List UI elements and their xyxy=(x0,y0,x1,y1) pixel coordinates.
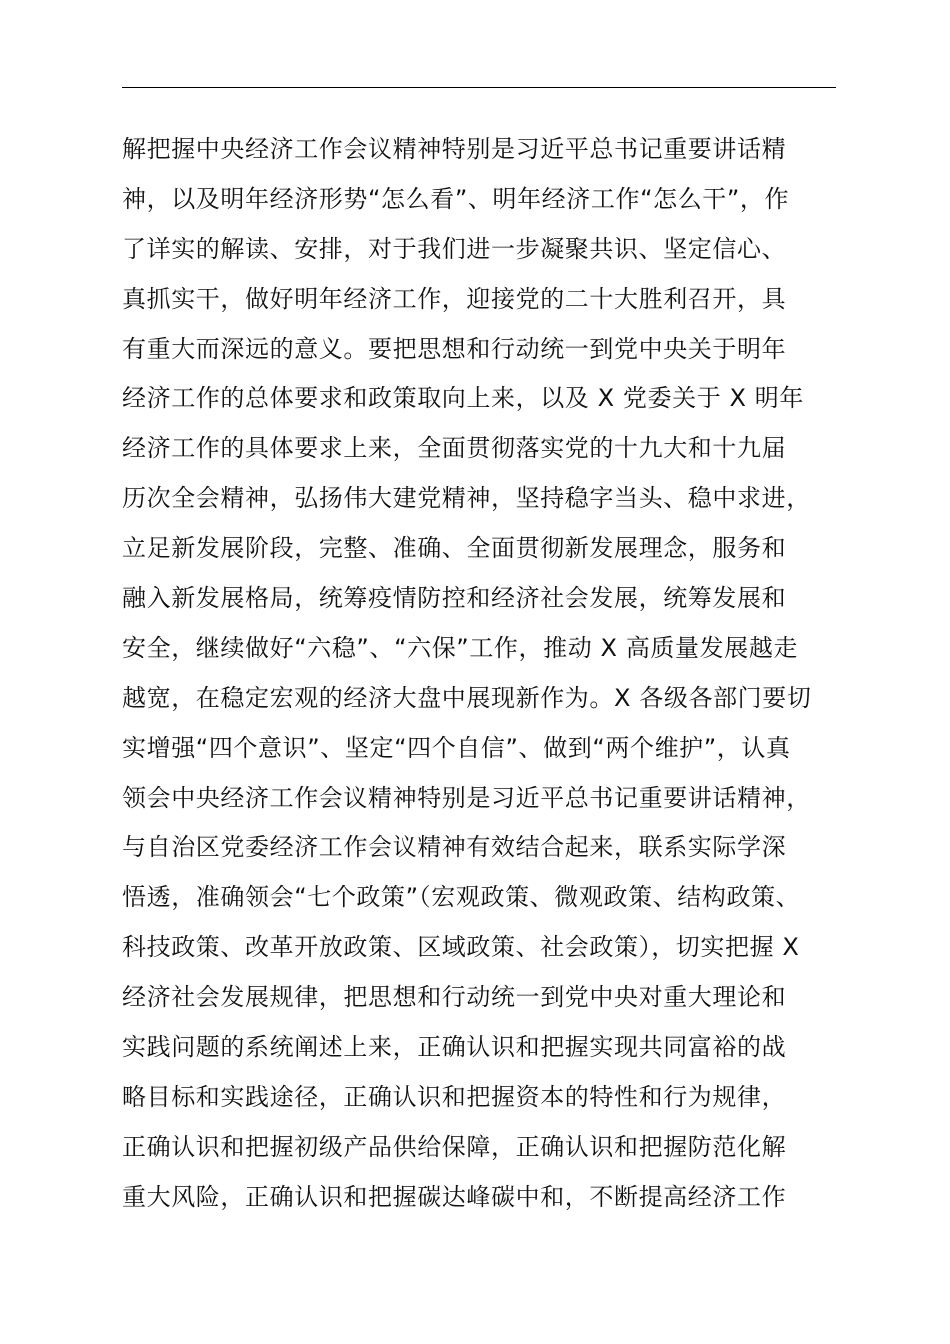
text-line: 经济工作的总体要求和政策取向上来，以及 X 党委关于 X 明年 xyxy=(122,384,804,413)
text-line: 实践问题的系统阐述上来，正确认识和把握实现共同富裕的战 xyxy=(122,1033,787,1062)
text-line: 解把握中央经济工作会议精神特别是习近平总书记重要讲话精 xyxy=(122,135,787,163)
text-line: 经济工作的具体要求上来，全面贯彻落实党的十九大和十九届 xyxy=(122,434,787,463)
text-line: 重大风险，正确认识和把握碳达峰碳中和，不断提高经济工作 xyxy=(122,1182,787,1211)
text-line: 越宽，在稳定宏观的经济大盘中展现新作为。X 各级各部门要切 xyxy=(122,683,812,712)
text-line: 了详实的解读、安排，对于我们进一步凝聚共识、坚定信心、 xyxy=(122,234,787,263)
text-line: 安全，继续做好“六稳”、“六保”工作，推动 X 高质量发展越走 xyxy=(122,633,799,662)
text-line: 与自治区党委经济工作会议精神有效结合起来，联系实际学深 xyxy=(122,833,787,862)
text-line: 有重大而深远的意义。要把思想和行动统一到党中央关于明年 xyxy=(122,334,787,363)
text-line: 真抓实干，做好明年经济工作，迎接党的二十大胜利召开，具 xyxy=(122,284,787,313)
text-line: 领会中央经济工作会议精神特别是习近平总书记重要讲话精神， xyxy=(122,783,811,812)
text-line: 略目标和实践途径，正确认识和把握资本的特性和行为规律， xyxy=(122,1082,787,1111)
text-line: 立足新发展阶段，完整、准确、全面贯彻新发展理念，服务和 xyxy=(122,534,787,563)
text-line: 科技政策、改革开放政策、区域政策、社会政策），切实把握 X xyxy=(122,933,800,962)
text-line: 悟透，准确领会“七个政策”（宏观政策、微观政策、结构政策、 xyxy=(122,883,801,912)
header-rule xyxy=(122,87,836,88)
text-line: 历次全会精神，弘扬伟大建党精神，坚持稳字当头、稳中求进， xyxy=(122,484,811,513)
text-line: 神，以及明年经济形势“怎么看”、明年经济工作“怎么干”，作 xyxy=(122,184,790,213)
text-line: 实增强“四个意识”、坚定“四个自信”、做到“两个维护”，认真 xyxy=(122,733,791,762)
body-paragraph xyxy=(122,125,862,1223)
text-line: 经济社会发展规律，把思想和行动统一到党中央对重大理论和 xyxy=(122,983,787,1012)
text-line: 正确认识和把握初级产品供给保障，正确认识和把握防范化解 xyxy=(122,1132,787,1161)
text-line: 融入新发展格局，统筹疫情防控和经济社会发展，统筹发展和 xyxy=(122,584,787,613)
